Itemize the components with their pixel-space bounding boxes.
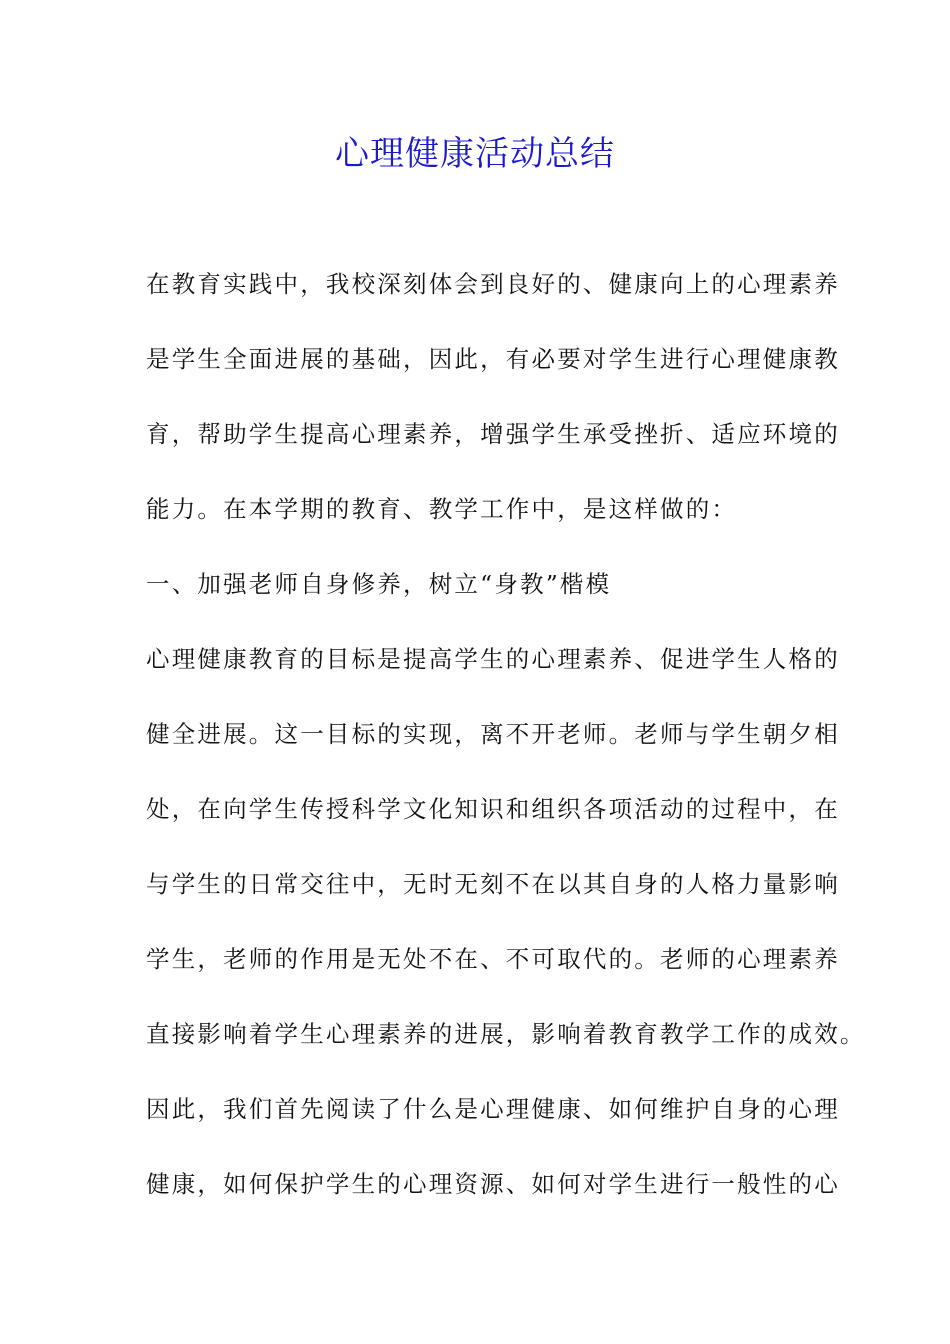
document-title: 心理健康活动总结: [335, 134, 615, 174]
body-line: 心理健康教育的目标是提高学生的心理素养、促进学生人格的: [146, 645, 840, 673]
body-line: 能力。在本学期的教育、教学工作中，是这样做的：: [146, 495, 738, 523]
body-line: 是学生全面进展的基础，因此，有必要对学生进行心理健康教: [146, 345, 840, 373]
body-line: 处，在向学生传授科学文化知识和组织各项活动的过程中，在: [146, 795, 840, 823]
body-line: 在教育实践中，我校深刻体会到良好的、健康向上的心理素养: [146, 270, 840, 298]
body-line: 健全进展。这一目标的实现，离不开老师。老师与学生朝夕相: [146, 720, 840, 748]
body-line: 因此，我们首先阅读了什么是心理健康、如何维护自身的心理: [146, 1095, 840, 1123]
body-line: 直接影响着学生心理素养的进展，影响着教育教学工作的成效。: [146, 1020, 866, 1048]
body-line: 育，帮助学生提高心理素养，增强学生承受挫折、适应环境的: [146, 420, 840, 448]
body-line: 健康，如何保护学生的心理资源、如何对学生进行一般性的心: [146, 1170, 840, 1198]
body-line: 与学生的日常交往中，无时无刻不在以其自身的人格力量影响: [146, 870, 840, 898]
body-line: 学生，老师的作用是无处不在、不可取代的。老师的心理素养: [146, 945, 840, 973]
document-body: [146, 260, 866, 1235]
section-heading: 一、加强老师自身修养，树立“身教”楷模: [146, 570, 612, 598]
